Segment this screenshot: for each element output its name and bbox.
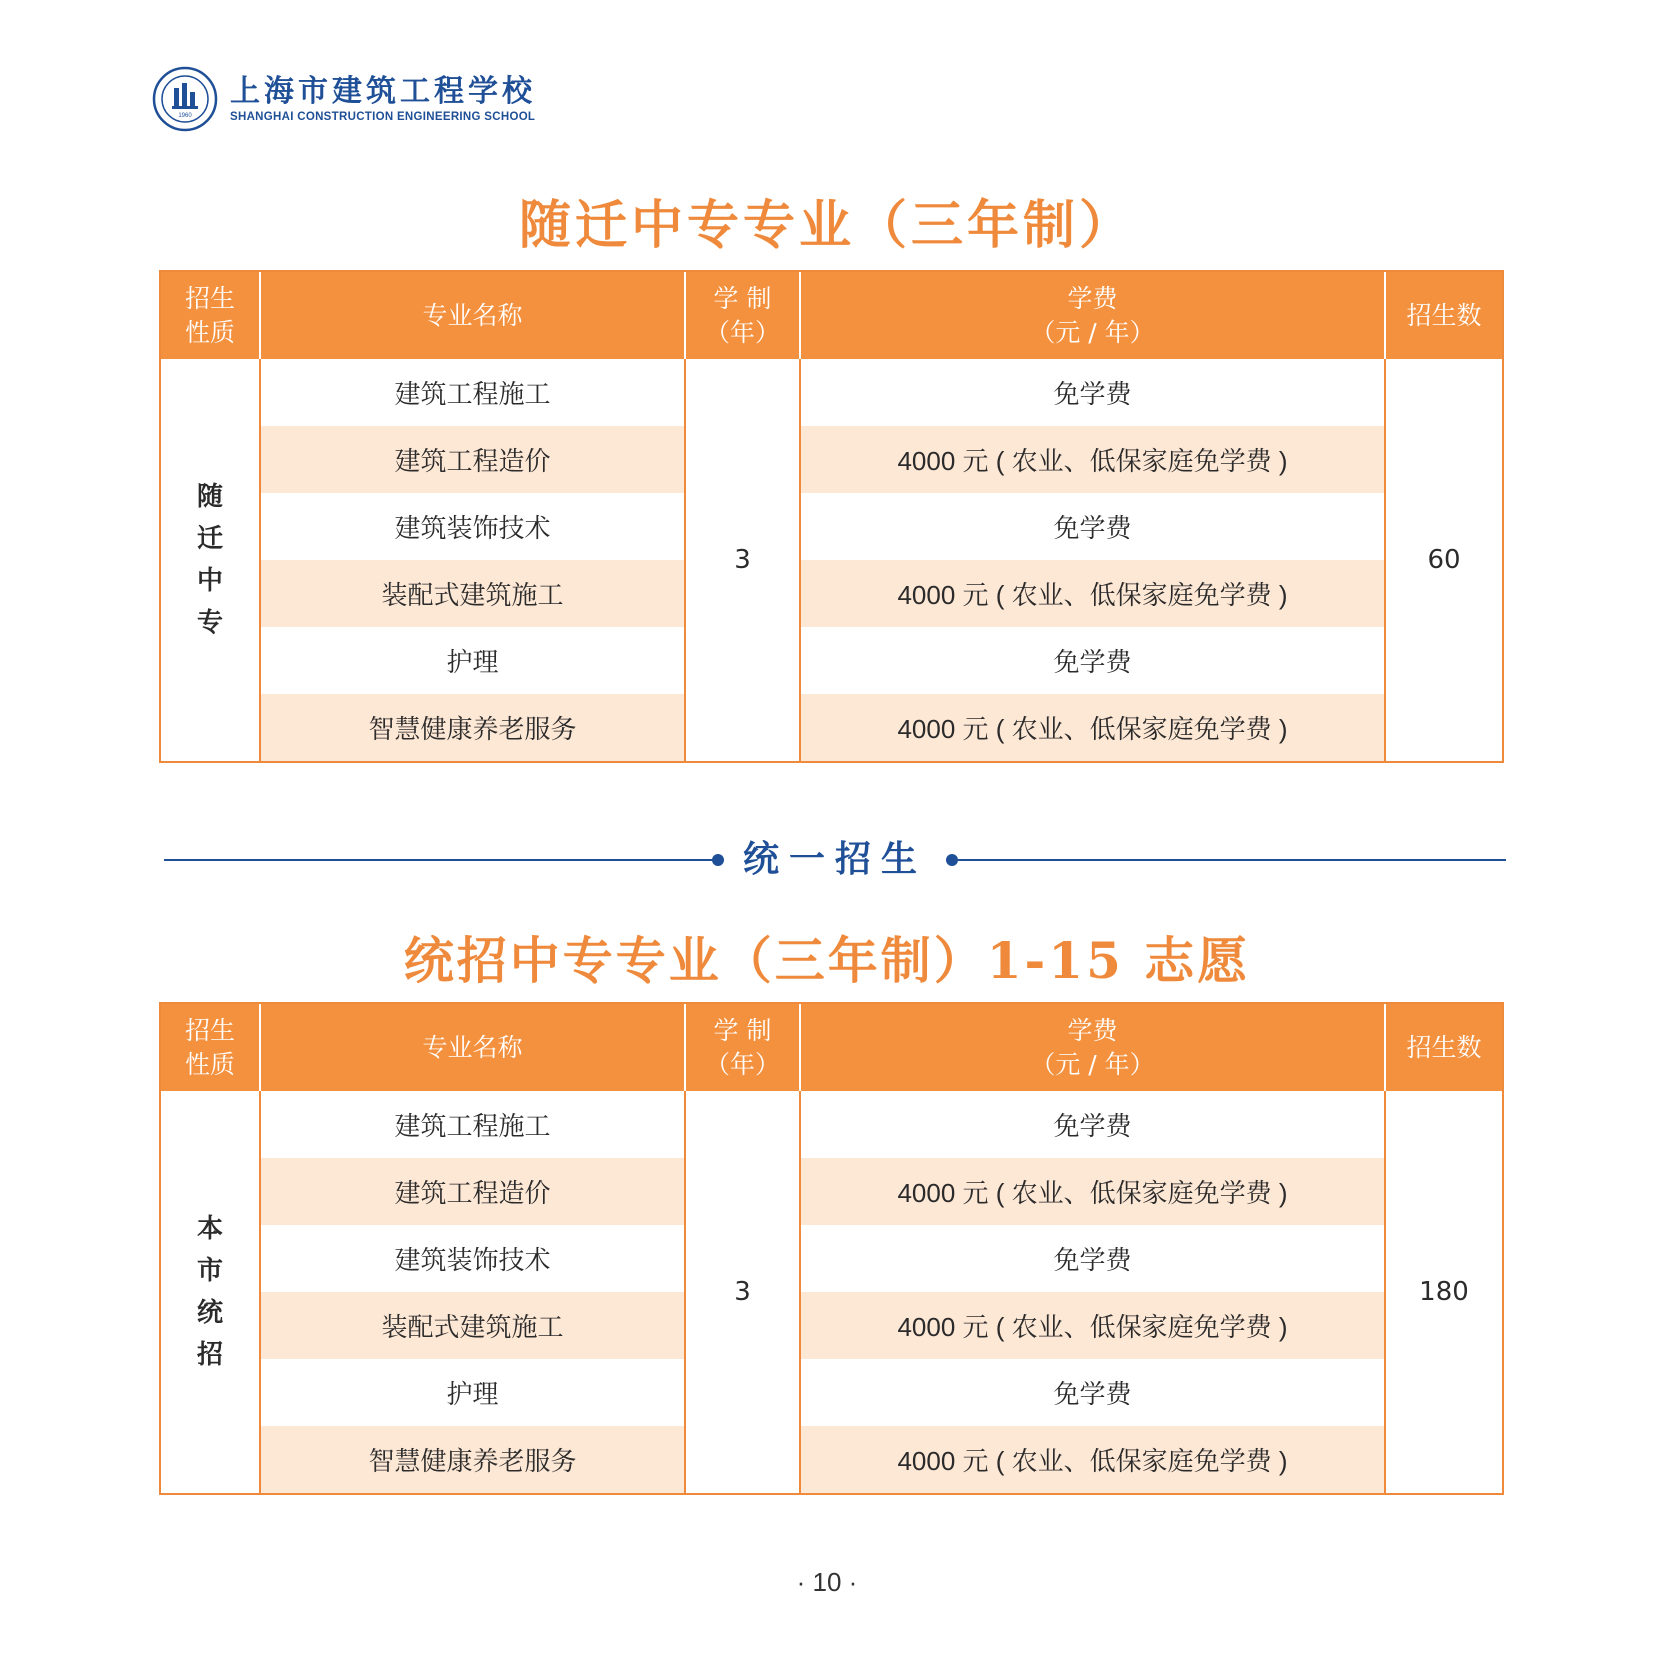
table-row: 智慧健康养老服务 <box>261 694 684 761</box>
header-fee: 学费 （元 / 年） <box>801 1004 1386 1091</box>
divider-line-left <box>164 859 712 861</box>
section1-title: 随迁中专专业（三年制） <box>518 195 1135 256</box>
divider-line-right <box>958 859 1506 861</box>
table-row: 4000 元 ( 农业、低保家庭免学费 ) <box>801 426 1384 493</box>
major-table-suiqian <box>159 270 1504 763</box>
type-label: 本 市 统 招 <box>196 1214 223 1370</box>
school-seal-icon <box>152 66 218 132</box>
quota-value: 60 <box>1427 545 1461 575</box>
header-major: 专业名称 <box>261 1004 686 1091</box>
header-duration: 学 制 （年） <box>686 272 801 359</box>
major-column <box>261 1091 686 1493</box>
header-quota: 招生数 <box>1406 1032 1482 1062</box>
divider-dot-left <box>712 854 724 866</box>
table-row: 免学费 <box>1053 379 1132 409</box>
fee-column <box>801 1091 1386 1493</box>
page-number: · 10 · <box>796 1567 858 1597</box>
table-header <box>161 272 1502 359</box>
table-row: 免学费 <box>1053 647 1132 677</box>
type-label: 随 迁 中 专 <box>196 482 223 638</box>
section2-title: 统招中专专业（三年制）1-15 志愿 <box>403 931 1251 990</box>
section-divider <box>164 834 1506 884</box>
quota-column <box>1386 1091 1502 1493</box>
duration-value: 3 <box>734 1277 751 1307</box>
table-row: 免学费 <box>1053 1245 1132 1275</box>
header-quota: 招生数 <box>1406 300 1482 330</box>
header-type: 招生 性质 <box>161 272 261 359</box>
table-row: 4000 元 ( 农业、低保家庭免学费 ) <box>801 1426 1384 1493</box>
table-row: 智慧健康养老服务 <box>261 1426 684 1493</box>
table-row: 建筑工程施工 <box>394 1112 551 1142</box>
school-name-cn: 上海市建筑工程学校 <box>230 74 536 109</box>
divider-dot-right <box>946 854 958 866</box>
table-row: 建筑装饰技术 <box>394 514 551 544</box>
table-row: 建筑工程造价 <box>261 1158 684 1225</box>
duration-value: 3 <box>734 545 751 575</box>
table-header <box>161 1004 1502 1091</box>
duration-column <box>686 359 801 761</box>
table-body <box>161 359 1502 761</box>
table-row: 免学费 <box>1053 513 1132 543</box>
quota-column <box>1386 359 1502 761</box>
school-logo <box>152 66 536 132</box>
logo-text <box>230 74 536 124</box>
header-type: 招生 性质 <box>161 1004 261 1091</box>
table-row: 建筑装饰技术 <box>394 1246 551 1276</box>
duration-column <box>686 1091 801 1493</box>
divider-label: 统一招生 <box>742 838 927 880</box>
table-row: 建筑工程造价 <box>261 426 684 493</box>
table-row: 4000 元 ( 农业、低保家庭免学费 ) <box>801 694 1384 761</box>
table-row: 装配式建筑施工 <box>261 560 684 627</box>
table-row: 免学费 <box>1053 1379 1132 1409</box>
header-fee: 学费 （元 / 年） <box>801 272 1386 359</box>
type-column <box>161 359 261 761</box>
table-row: 护理 <box>446 1380 499 1410</box>
major-column <box>261 359 686 761</box>
table-row: 免学费 <box>1053 1111 1132 1141</box>
seal-year: 1960 <box>178 113 192 119</box>
header-major: 专业名称 <box>261 272 686 359</box>
quota-value: 180 <box>1419 1277 1469 1307</box>
table-row: 护理 <box>446 648 499 678</box>
table-row: 4000 元 ( 农业、低保家庭免学费 ) <box>801 1292 1384 1359</box>
table-row: 4000 元 ( 农业、低保家庭免学费 ) <box>801 1158 1384 1225</box>
table-body <box>161 1091 1502 1493</box>
table-row: 建筑工程施工 <box>394 380 551 410</box>
school-name-en: SHANGHAI CONSTRUCTION ENGINEERING SCHOOL <box>230 111 536 123</box>
type-column <box>161 1091 261 1493</box>
table-row: 4000 元 ( 农业、低保家庭免学费 ) <box>801 560 1384 627</box>
header-duration: 学 制 （年） <box>686 1004 801 1091</box>
table-row: 装配式建筑施工 <box>261 1292 684 1359</box>
fee-column <box>801 359 1386 761</box>
major-table-tongzhao <box>159 1002 1504 1495</box>
